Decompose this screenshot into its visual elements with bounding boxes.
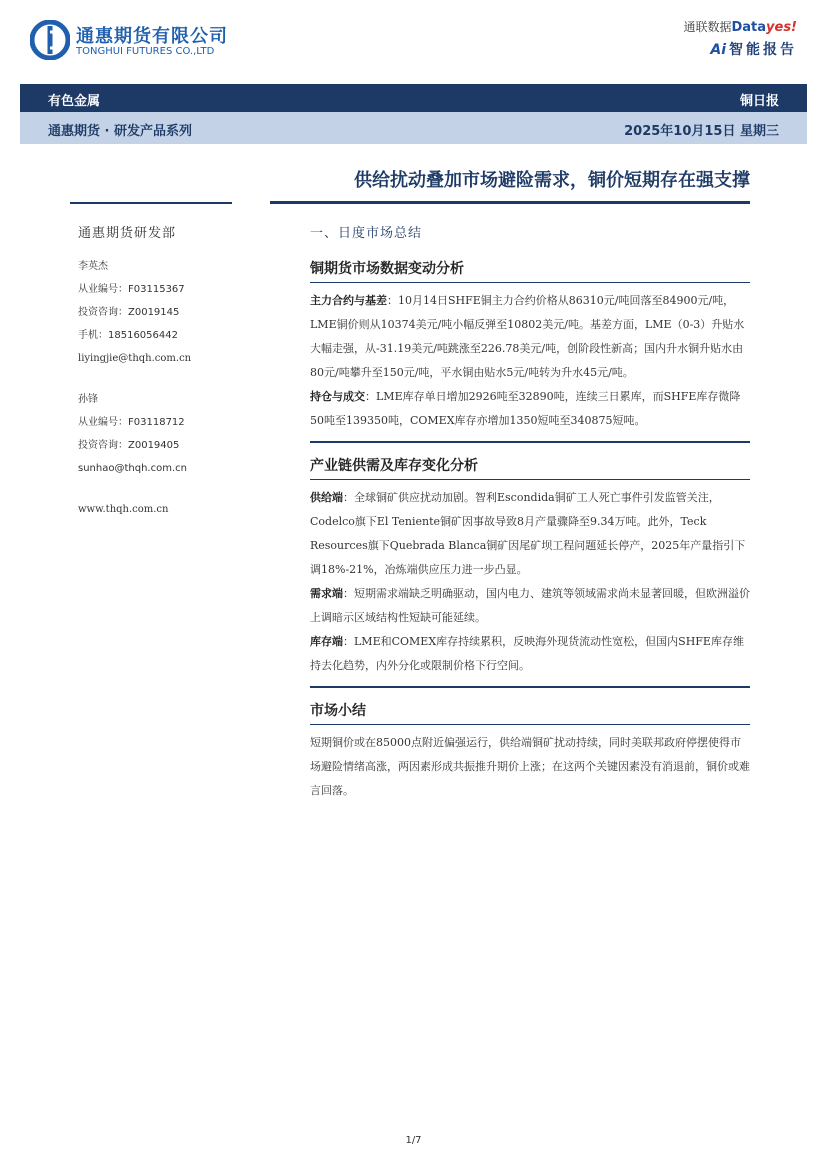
- report-headline: 供给扰动叠加市场避险需求，铜价短期存在强支撑: [354, 170, 750, 191]
- brand-ai-text: Ai: [710, 42, 726, 58]
- label-position-volume: 持仓与成交: [310, 390, 365, 403]
- logo-name-cn: 通惠期货有限公司: [76, 26, 228, 47]
- category-label: 有色金属: [48, 94, 101, 109]
- section-divider: [310, 441, 750, 443]
- series-bar: [20, 112, 807, 144]
- subsection-rule: [310, 724, 750, 725]
- label-demand: 需求端: [310, 587, 343, 600]
- logo-name-en: TONGHUI FUTURES CO.,LTD: [76, 46, 215, 57]
- analyst1-cert: 从业编号：F03115367: [78, 284, 185, 295]
- analyst1-consult: 投资咨询：Z0019145: [78, 307, 180, 318]
- paragraph-demand: 需求端：短期需求端缺乏明确驱动，国内电力、建筑等领域需求尚未显著回暖，但欧洲溢价上调暗示区域结构性短缺可能延续。: [310, 587, 750, 624]
- brand-data-text: Data: [731, 20, 767, 35]
- label-contract-basis: 主力合约与基差: [310, 294, 387, 307]
- label-supply: 供给端: [310, 491, 343, 504]
- analyst2-consult: 投资咨询：Z0019405: [78, 440, 180, 451]
- paragraph-inventory: 库存端：LME和COMEX库存持续累积，反映海外现货流动性宽松，但国内SHFE库存维持去化趋势，内外分化或限制价格下行空间。: [310, 635, 744, 672]
- category-bar: [20, 84, 807, 112]
- analyst2-email[interactable]: sunhao@thqh.com.cn: [78, 463, 187, 474]
- subsection-title-market-data: 铜期货市场数据变动分析: [310, 261, 464, 277]
- datayes-brand: [683, 18, 797, 59]
- headline-underline: [270, 201, 750, 204]
- report-date: 2025年10月15日 星期三: [624, 124, 779, 139]
- logo-mark-icon: [30, 20, 70, 60]
- sidebar-top-rule: [70, 202, 232, 204]
- analyst1-email[interactable]: liyingjie@thqh.com.cn: [78, 353, 192, 364]
- analyst-sidebar: [78, 222, 248, 521]
- paragraph-position-volume: 持仓与成交：LME库存单日增加2926吨至32890吨，连续三日累库，而SHFE库存微降50吨至139350吨，COMEX库存亦增加1350短吨至340875短吨。: [310, 390, 741, 427]
- report-type-label: 铜日报: [739, 94, 779, 109]
- subsection-rule: [310, 282, 750, 283]
- subsection-rule: [310, 479, 750, 480]
- company-logo: [30, 20, 250, 62]
- department-name: 通惠期货研发部: [78, 226, 177, 241]
- analyst2-name: 孙锋: [78, 394, 98, 405]
- label-inventory: 库存端: [310, 635, 343, 648]
- website-link[interactable]: www.thqh.com.cn: [78, 504, 169, 515]
- brand-top-cn: 通联数据: [683, 20, 732, 34]
- brand-bottom-text: 智能报告: [729, 42, 797, 58]
- section-title: 一、日度市场总结: [310, 226, 423, 241]
- analyst1-name: 李英杰: [78, 261, 108, 272]
- main-content: [310, 222, 750, 803]
- series-label: 通惠期货 · 研发产品系列: [48, 124, 192, 139]
- paragraph-supply: 供给端：全球铜矿供应扰动加剧。智利Escondida铜矿工人死亡事件引发监管关注，Codelco旗下El Teniente铜矿因事故导致8月产量骤降至9.34万吨。此外，Teck Resources旗下Quebrada Blanca铜矿因尾矿坝工程问题延长停产，2025年产量指引下调18%-21%，冶炼端供应压力进一步凸显。: [310, 491, 746, 576]
- analyst1-phone: 手机：18516056442: [78, 330, 178, 341]
- brand-yes-text: yes!: [766, 20, 797, 35]
- analyst2-cert: 从业编号：F03118712: [78, 417, 185, 428]
- subsection-title-summary: 市场小结: [310, 703, 366, 719]
- page-number: 1/7: [405, 1135, 422, 1146]
- section-divider: [310, 686, 750, 688]
- paragraph-summary: 短期铜价或在85000点附近偏强运行，供给端铜矿扰动持续，同时美联邦政府停摆使得市场避险情绪高涨，两因素形成共振推升期价上涨；在这两个关键因素没有消退前，铜价或难言回落。: [310, 736, 750, 797]
- paragraph-contract-basis: 主力合约与基差：10月14日SHFE铜主力合约价格从86310元/吨回落至84900元/吨，LME铜价则从10374美元/吨小幅反弹至10802美元/吨。基差方面，LME（0-3）升贴水大幅走强，从-31.19美元/吨跳涨至226.78美元/吨，创阶段性新高；国内升水铜升贴水由80元/吨攀升至150元/吨，平水铜由贴水5元/吨转为升水45元/吨。: [310, 294, 745, 379]
- subsection-title-supply-chain: 产业链供需及库存变化分析: [310, 458, 478, 474]
